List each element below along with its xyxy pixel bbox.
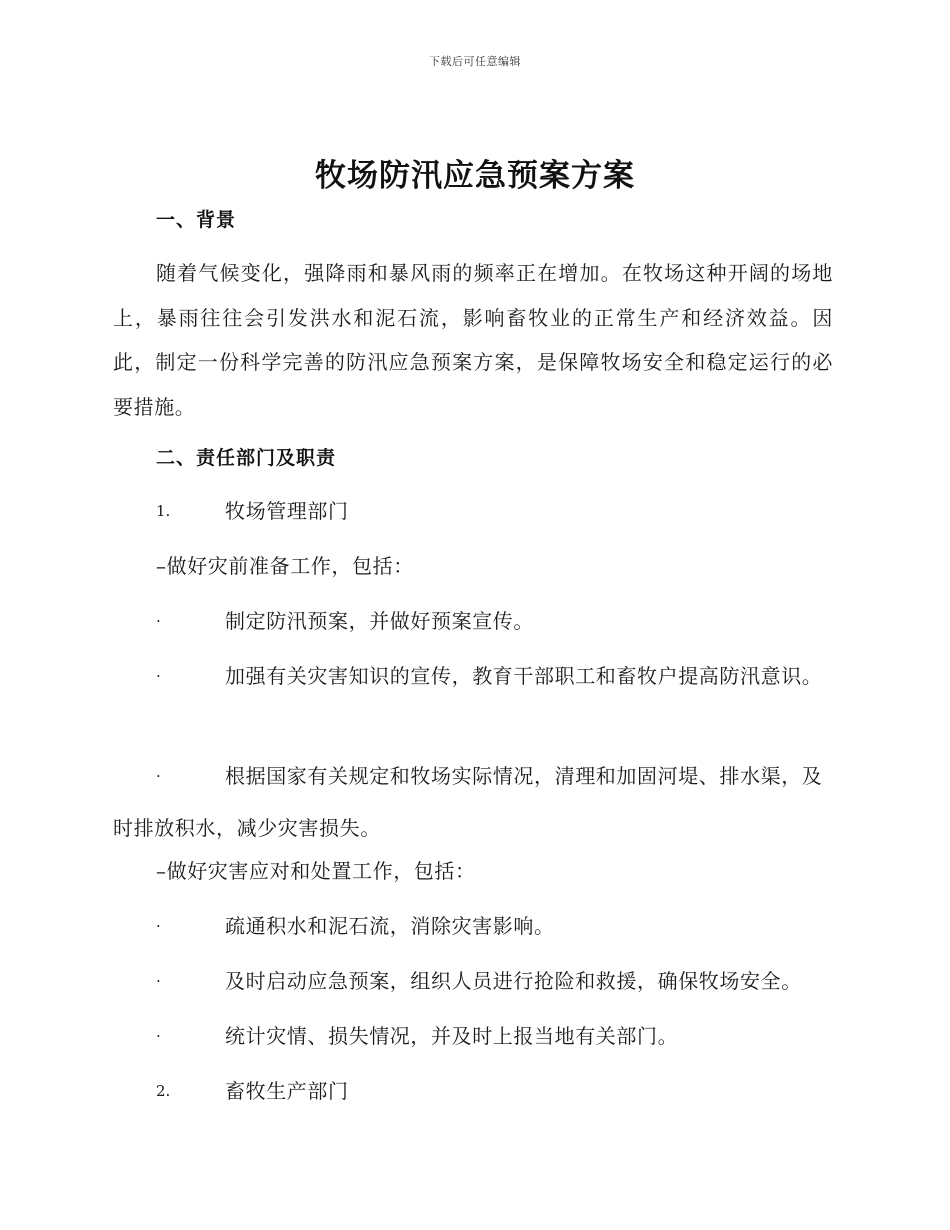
list-number-1: 1. bbox=[156, 502, 171, 520]
background-paragraph: 随着气候变化，强降雨和暴风雨的频率正在增加。在牧场这种开阔的场地上，暴雨往往会引发洪水和泥石流，影响畜牧业的正常生产和经济效益。因此，制定一份科学完善的防汛应急预案方案，是保障牧场安全和稳定运行的必要措施。 bbox=[113, 261, 833, 419]
bullet-text: 根据国家有关规定和牧场实际情况，清理和加固河堤、排水渠，及时排放积水，减少灾害损失。 bbox=[113, 764, 823, 840]
bullet-text-wrapped bbox=[113, 750, 833, 854]
list-item-livestock-production: 畜牧生产部门 bbox=[225, 1079, 349, 1103]
document-title: 牧场防汛应急预案方案 bbox=[315, 158, 635, 194]
header-note: 下载后可任意编辑 bbox=[429, 55, 521, 68]
bullet-marker: · bbox=[156, 767, 161, 785]
bullet-text: 及时启动应急预案，组织人员进行抢险和救援，确保牧场安全。 bbox=[225, 969, 802, 993]
pre-disaster-intro: –做好灾前准备工作，包括： bbox=[156, 554, 414, 578]
list-number-2: 2. bbox=[156, 1082, 171, 1100]
bullet-text-wrapped bbox=[113, 650, 833, 702]
list-item-ranch-management: 牧场管理部门 bbox=[225, 499, 349, 523]
section-heading-background: 一、背景 bbox=[156, 209, 237, 231]
response-intro: –做好灾害应对和处置工作，包括： bbox=[156, 859, 476, 883]
bullet-marker: · bbox=[156, 917, 161, 935]
bullet-text: 加强有关灾害知识的宣传，教育干部职工和畜牧户提高防汛意识。 bbox=[225, 664, 823, 688]
section-heading-responsibilities: 二、责任部门及职责 bbox=[156, 447, 337, 469]
bullet-text: 疏通积水和泥石流，消除灾害影响。 bbox=[225, 914, 555, 938]
bullet-marker: · bbox=[156, 612, 161, 630]
bullet-marker: · bbox=[156, 972, 161, 990]
bullet-marker: · bbox=[156, 667, 161, 685]
bullet-marker: · bbox=[156, 1027, 161, 1045]
bullet-text: 制定防汛预案，并做好预案宣传。 bbox=[225, 609, 534, 633]
bullet-text: 统计灾情、损失情况，并及时上报当地有关部门。 bbox=[225, 1024, 679, 1048]
